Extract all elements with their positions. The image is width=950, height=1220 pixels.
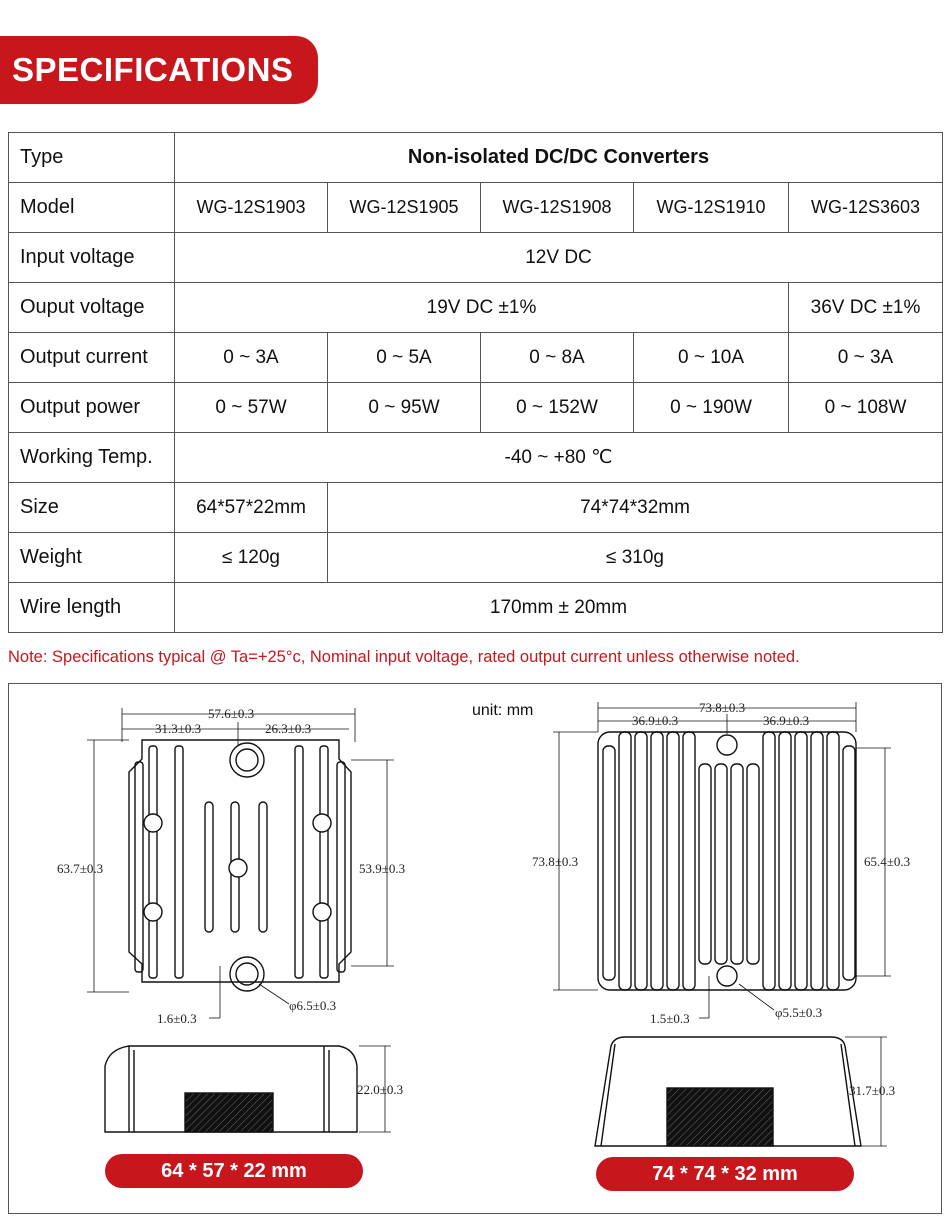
current-cell: 0 ~ 8A bbox=[481, 333, 634, 383]
small-thickness: 22.0±0.3 bbox=[357, 1082, 404, 1097]
power-cell: 0 ~ 152W bbox=[481, 383, 634, 433]
table-row bbox=[9, 433, 943, 483]
spec-table bbox=[8, 132, 943, 633]
small-size-badge: 64 * 57 * 22 mm bbox=[105, 1154, 363, 1188]
current-cell: 0 ~ 3A bbox=[175, 333, 328, 383]
current-cell: 0 ~ 10A bbox=[634, 333, 789, 383]
small-height: 63.7±0.3 bbox=[57, 861, 104, 876]
large-overall-width: 73.8±0.3 bbox=[699, 700, 746, 715]
table-row bbox=[9, 583, 943, 633]
temp-value: -40 ~ +80 ℃ bbox=[175, 433, 943, 483]
small-offset: 1.6±0.3 bbox=[157, 1011, 197, 1026]
row-label: Size bbox=[9, 483, 175, 533]
power-cell: 0 ~ 57W bbox=[175, 383, 328, 433]
weight-large: ≤ 310g bbox=[328, 533, 943, 583]
table-row bbox=[9, 183, 943, 233]
page-title: SPECIFICATIONS bbox=[12, 51, 294, 88]
model-cell: WG-12S1908 bbox=[481, 183, 634, 233]
power-cell: 0 ~ 95W bbox=[328, 383, 481, 433]
wire-value: 170mm ± 20mm bbox=[175, 583, 943, 633]
row-label: Ouput voltage bbox=[9, 283, 175, 333]
size-small: 64*57*22mm bbox=[175, 483, 328, 533]
current-cell: 0 ~ 3A bbox=[789, 333, 943, 383]
row-label: Weight bbox=[9, 533, 175, 583]
large-size-badge: 74 * 74 * 32 mm bbox=[596, 1157, 854, 1191]
small-inner-height: 53.9±0.3 bbox=[359, 861, 406, 876]
unit-label: unit: mm bbox=[472, 702, 534, 719]
table-row bbox=[9, 533, 943, 583]
large-right-half: 36.9±0.3 bbox=[763, 713, 810, 728]
current-cell: 0 ~ 5A bbox=[328, 333, 481, 383]
large-hole: φ5.5±0.3 bbox=[775, 1005, 823, 1020]
table-row bbox=[9, 233, 943, 283]
row-label: Type bbox=[9, 133, 175, 183]
small-unit-side-view bbox=[105, 1046, 357, 1132]
table-row bbox=[9, 283, 943, 333]
table-row bbox=[9, 383, 943, 433]
output-voltage-36: 36V DC ±1% bbox=[789, 283, 943, 333]
section-banner bbox=[0, 36, 318, 104]
large-left-half: 36.9±0.3 bbox=[632, 713, 679, 728]
row-label: Model bbox=[9, 183, 175, 233]
power-cell: 0 ~ 108W bbox=[789, 383, 943, 433]
small-right-half: 26.3±0.3 bbox=[265, 721, 312, 736]
small-unit-top-view bbox=[129, 740, 351, 991]
large-offset: 1.5±0.3 bbox=[650, 1011, 690, 1026]
table-row bbox=[9, 483, 943, 533]
dimension-drawing-panel bbox=[8, 683, 942, 1214]
size-large: 74*74*32mm bbox=[328, 483, 943, 533]
small-overall-width: 57.6±0.3 bbox=[208, 706, 255, 721]
row-label: Wire length bbox=[9, 583, 175, 633]
model-cell: WG-12S1910 bbox=[634, 183, 789, 233]
power-cell: 0 ~ 190W bbox=[634, 383, 789, 433]
large-thickness: 31.7±0.3 bbox=[849, 1083, 896, 1098]
row-label: Output power bbox=[9, 383, 175, 433]
output-voltage-19: 19V DC ±1% bbox=[175, 283, 789, 333]
model-cell: WG-12S1903 bbox=[175, 183, 328, 233]
row-label: Input voltage bbox=[9, 233, 175, 283]
input-value: 12V DC bbox=[175, 233, 943, 283]
large-inner-height: 65.4±0.3 bbox=[864, 854, 911, 869]
row-label: Output current bbox=[9, 333, 175, 383]
small-left-half: 31.3±0.3 bbox=[155, 721, 202, 736]
large-unit-side-view bbox=[595, 1037, 861, 1146]
weight-small: ≤ 120g bbox=[175, 533, 328, 583]
spec-note: Note: Specifications typical @ Ta=+25°c, Nominal input voltage, rated output current unless otherwise noted. bbox=[8, 648, 800, 666]
large-height: 73.8±0.3 bbox=[532, 854, 579, 869]
table-row bbox=[9, 333, 943, 383]
model-cell: WG-12S1905 bbox=[328, 183, 481, 233]
table-row bbox=[9, 133, 943, 183]
large-unit-top-view bbox=[598, 732, 856, 990]
small-hole: φ6.5±0.3 bbox=[289, 998, 337, 1013]
model-cell: WG-12S3603 bbox=[789, 183, 943, 233]
row-label: Working Temp. bbox=[9, 433, 175, 483]
dimension-drawings bbox=[9, 684, 941, 1213]
type-value: Non-isolated DC/DC Converters bbox=[175, 133, 943, 183]
